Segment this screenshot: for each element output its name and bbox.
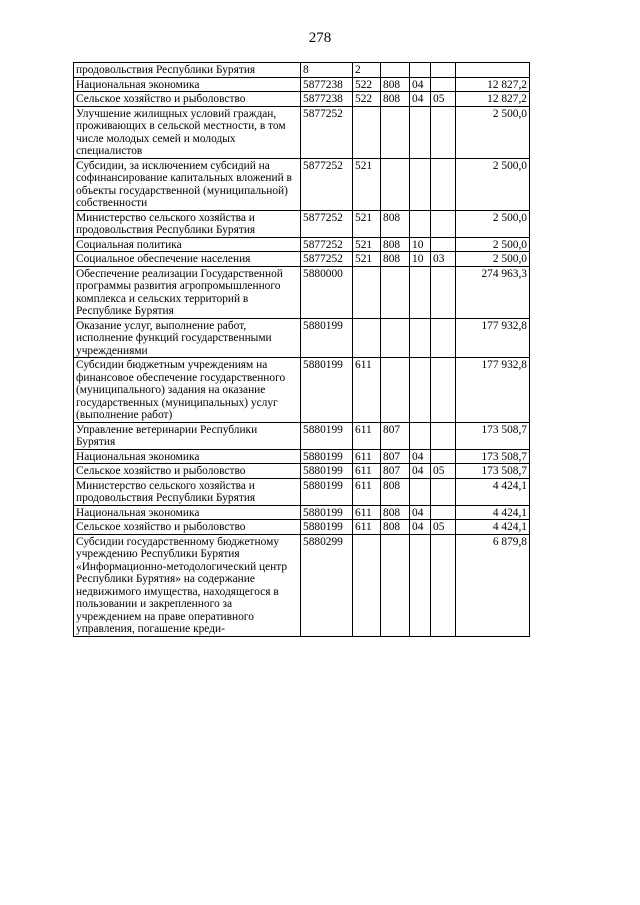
row-name-cell: Министерство сельского хозяйства и продовольствия Республики Бурятия	[74, 210, 301, 237]
row-section-cell: 10	[410, 252, 431, 267]
row-name-cell: Министерство сельского хозяйства и продовольствия Республики Бурятия	[74, 478, 301, 505]
row-subsection-cell: 05	[431, 520, 456, 535]
row-target-article-cell: 5877238	[301, 92, 353, 107]
row-expense-type-cell: 521	[353, 252, 381, 267]
row-name-cell: Субсидии бюджетным учреждениям на финансовое обеспечение государственного (муниципального) задания на оказание государственных (муниципальных) услуг (выполнение работ)	[74, 358, 301, 423]
row-section-cell: 04	[410, 449, 431, 464]
row-subsection-cell	[431, 534, 456, 636]
table-row	[74, 422, 530, 449]
table-row	[74, 358, 530, 423]
row-amount-cell	[456, 63, 530, 78]
row-expense-type-cell: 2	[353, 63, 381, 78]
row-ministry-code-cell: 807	[381, 464, 410, 479]
row-subsection-cell: 05	[431, 464, 456, 479]
row-expense-type-cell: 611	[353, 520, 381, 535]
table-row	[74, 252, 530, 267]
row-target-article-cell: 5880199	[301, 318, 353, 358]
row-ministry-code-cell	[381, 534, 410, 636]
row-amount-cell: 6 879,8	[456, 534, 530, 636]
row-expense-type-cell: 611	[353, 422, 381, 449]
row-expense-type-cell: 521	[353, 237, 381, 252]
table-row	[74, 505, 530, 520]
row-ministry-code-cell: 808	[381, 478, 410, 505]
row-amount-cell: 2 500,0	[456, 106, 530, 158]
row-section-cell: 04	[410, 520, 431, 535]
table-row	[74, 210, 530, 237]
row-section-cell	[410, 358, 431, 423]
row-section-cell	[410, 63, 431, 78]
row-ministry-code-cell: 808	[381, 77, 410, 92]
row-name-cell: Сельское хозяйство и рыболовство	[74, 520, 301, 535]
table-row	[74, 237, 530, 252]
row-target-article-cell: 5877252	[301, 158, 353, 210]
row-name-cell: Сельское хозяйство и рыболовство	[74, 92, 301, 107]
table-row	[74, 318, 530, 358]
row-amount-cell: 274 963,3	[456, 266, 530, 318]
row-amount-cell: 4 424,1	[456, 505, 530, 520]
row-amount-cell: 2 500,0	[456, 252, 530, 267]
row-section-cell: 04	[410, 92, 431, 107]
row-expense-type-cell	[353, 534, 381, 636]
row-expense-type-cell: 611	[353, 478, 381, 505]
row-ministry-code-cell: 807	[381, 422, 410, 449]
row-amount-cell: 2 500,0	[456, 237, 530, 252]
row-subsection-cell: 03	[431, 252, 456, 267]
row-ministry-code-cell: 808	[381, 505, 410, 520]
row-subsection-cell	[431, 237, 456, 252]
row-amount-cell: 4 424,1	[456, 520, 530, 535]
row-name-cell: Обеспечение реализации Государственной программы развития агропромышленного комплекса и сельских территорий в Республике Бурятия	[74, 266, 301, 318]
table-row	[74, 106, 530, 158]
table-row	[74, 63, 530, 78]
row-name-cell: Сельское хозяйство и рыболовство	[74, 464, 301, 479]
row-name-cell: Улучшение жилищных условий граждан, проживающих в сельской местности, в том числе молодых семей и молодых специалистов	[74, 106, 301, 158]
row-subsection-cell	[431, 422, 456, 449]
row-name-cell: Управление ветеринарии Республики Бурятия	[74, 422, 301, 449]
row-section-cell	[410, 478, 431, 505]
row-target-article-cell: 5880000	[301, 266, 353, 318]
row-target-article-cell: 5877252	[301, 106, 353, 158]
table-row	[74, 464, 530, 479]
row-amount-cell: 177 932,8	[456, 358, 530, 423]
row-name-cell: Национальная экономика	[74, 505, 301, 520]
row-subsection-cell	[431, 266, 456, 318]
row-target-article-cell: 5877252	[301, 237, 353, 252]
row-amount-cell: 12 827,2	[456, 92, 530, 107]
row-section-cell	[410, 158, 431, 210]
page-number: 278	[308, 30, 332, 46]
table-row	[74, 478, 530, 505]
row-expense-type-cell	[353, 318, 381, 358]
row-subsection-cell	[431, 449, 456, 464]
row-ministry-code-cell: 808	[381, 210, 410, 237]
table-row	[74, 449, 530, 464]
row-target-article-cell: 5880199	[301, 478, 353, 505]
row-ministry-code-cell	[381, 63, 410, 78]
row-expense-type-cell: 521	[353, 210, 381, 237]
row-amount-cell: 177 932,8	[456, 318, 530, 358]
row-section-cell	[410, 534, 431, 636]
row-expense-type-cell: 521	[353, 158, 381, 210]
row-target-article-cell: 5877238	[301, 77, 353, 92]
row-amount-cell: 2 500,0	[456, 158, 530, 210]
row-name-cell: продовольствия Республики Бурятия	[74, 63, 301, 78]
row-section-cell	[410, 106, 431, 158]
row-name-cell: Социальное обеспечение населения	[74, 252, 301, 267]
row-target-article-cell: 5880199	[301, 358, 353, 423]
row-section-cell: 04	[410, 464, 431, 479]
row-ministry-code-cell	[381, 158, 410, 210]
table-row	[74, 77, 530, 92]
row-name-cell: Национальная экономика	[74, 449, 301, 464]
row-section-cell	[410, 210, 431, 237]
row-target-article-cell: 5877252	[301, 210, 353, 237]
row-subsection-cell: 05	[431, 92, 456, 107]
row-name-cell: Национальная экономика	[74, 77, 301, 92]
row-subsection-cell	[431, 318, 456, 358]
row-target-article-cell: 5880199	[301, 520, 353, 535]
row-target-article-cell: 5880299	[301, 534, 353, 636]
row-amount-cell: 2 500,0	[456, 210, 530, 237]
budget-table-body	[74, 63, 530, 637]
table-row	[74, 520, 530, 535]
row-target-article-cell: 5880199	[301, 505, 353, 520]
row-subsection-cell	[431, 158, 456, 210]
row-ministry-code-cell: 808	[381, 237, 410, 252]
row-subsection-cell	[431, 63, 456, 78]
row-ministry-code-cell: 807	[381, 449, 410, 464]
row-subsection-cell	[431, 210, 456, 237]
row-amount-cell: 12 827,2	[456, 77, 530, 92]
table-row	[74, 266, 530, 318]
row-expense-type-cell: 611	[353, 464, 381, 479]
row-amount-cell: 173 508,7	[456, 464, 530, 479]
row-expense-type-cell: 611	[353, 505, 381, 520]
row-expense-type-cell: 611	[353, 449, 381, 464]
table-row	[74, 534, 530, 636]
row-target-article-cell: 5877252	[301, 252, 353, 267]
row-expense-type-cell: 611	[353, 358, 381, 423]
row-subsection-cell	[431, 505, 456, 520]
row-subsection-cell	[431, 77, 456, 92]
row-expense-type-cell: 522	[353, 92, 381, 107]
row-ministry-code-cell	[381, 266, 410, 318]
row-section-cell	[410, 318, 431, 358]
row-name-cell: Социальная политика	[74, 237, 301, 252]
row-ministry-code-cell	[381, 318, 410, 358]
row-name-cell: Оказание услуг, выполнение работ, исполнение функций государственными учреждениями	[74, 318, 301, 358]
table-row	[74, 158, 530, 210]
row-name-cell: Субсидии государственному бюджетному учреждению Республики Бурятия «Информационно-методологический центр Республики Бурятия» на содержание недвижимого имущества, находящегося в пользовании и закрепленного за учреждением на праве оперативного управления, погашение креди-	[74, 534, 301, 636]
row-ministry-code-cell	[381, 358, 410, 423]
row-section-cell: 04	[410, 77, 431, 92]
table-row	[74, 92, 530, 107]
budget-table	[73, 62, 530, 637]
row-expense-type-cell	[353, 266, 381, 318]
row-section-cell: 10	[410, 237, 431, 252]
row-amount-cell: 173 508,7	[456, 449, 530, 464]
row-name-cell: Субсидии, за исключением субсидий на софинансирование капитальных вложений в объекты государственной (муниципальной) собственности	[74, 158, 301, 210]
row-section-cell	[410, 266, 431, 318]
row-expense-type-cell: 522	[353, 77, 381, 92]
row-ministry-code-cell: 808	[381, 252, 410, 267]
row-section-cell	[410, 422, 431, 449]
row-subsection-cell	[431, 106, 456, 158]
row-target-article-cell: 5880199	[301, 464, 353, 479]
row-ministry-code-cell	[381, 106, 410, 158]
row-amount-cell: 173 508,7	[456, 422, 530, 449]
row-expense-type-cell	[353, 106, 381, 158]
row-target-article-cell: 5880199	[301, 422, 353, 449]
row-section-cell: 04	[410, 505, 431, 520]
row-subsection-cell	[431, 358, 456, 423]
row-ministry-code-cell: 808	[381, 92, 410, 107]
row-amount-cell: 4 424,1	[456, 478, 530, 505]
row-target-article-cell: 5880199	[301, 449, 353, 464]
row-subsection-cell	[431, 478, 456, 505]
row-ministry-code-cell: 808	[381, 520, 410, 535]
row-target-article-cell: 8	[301, 63, 353, 78]
